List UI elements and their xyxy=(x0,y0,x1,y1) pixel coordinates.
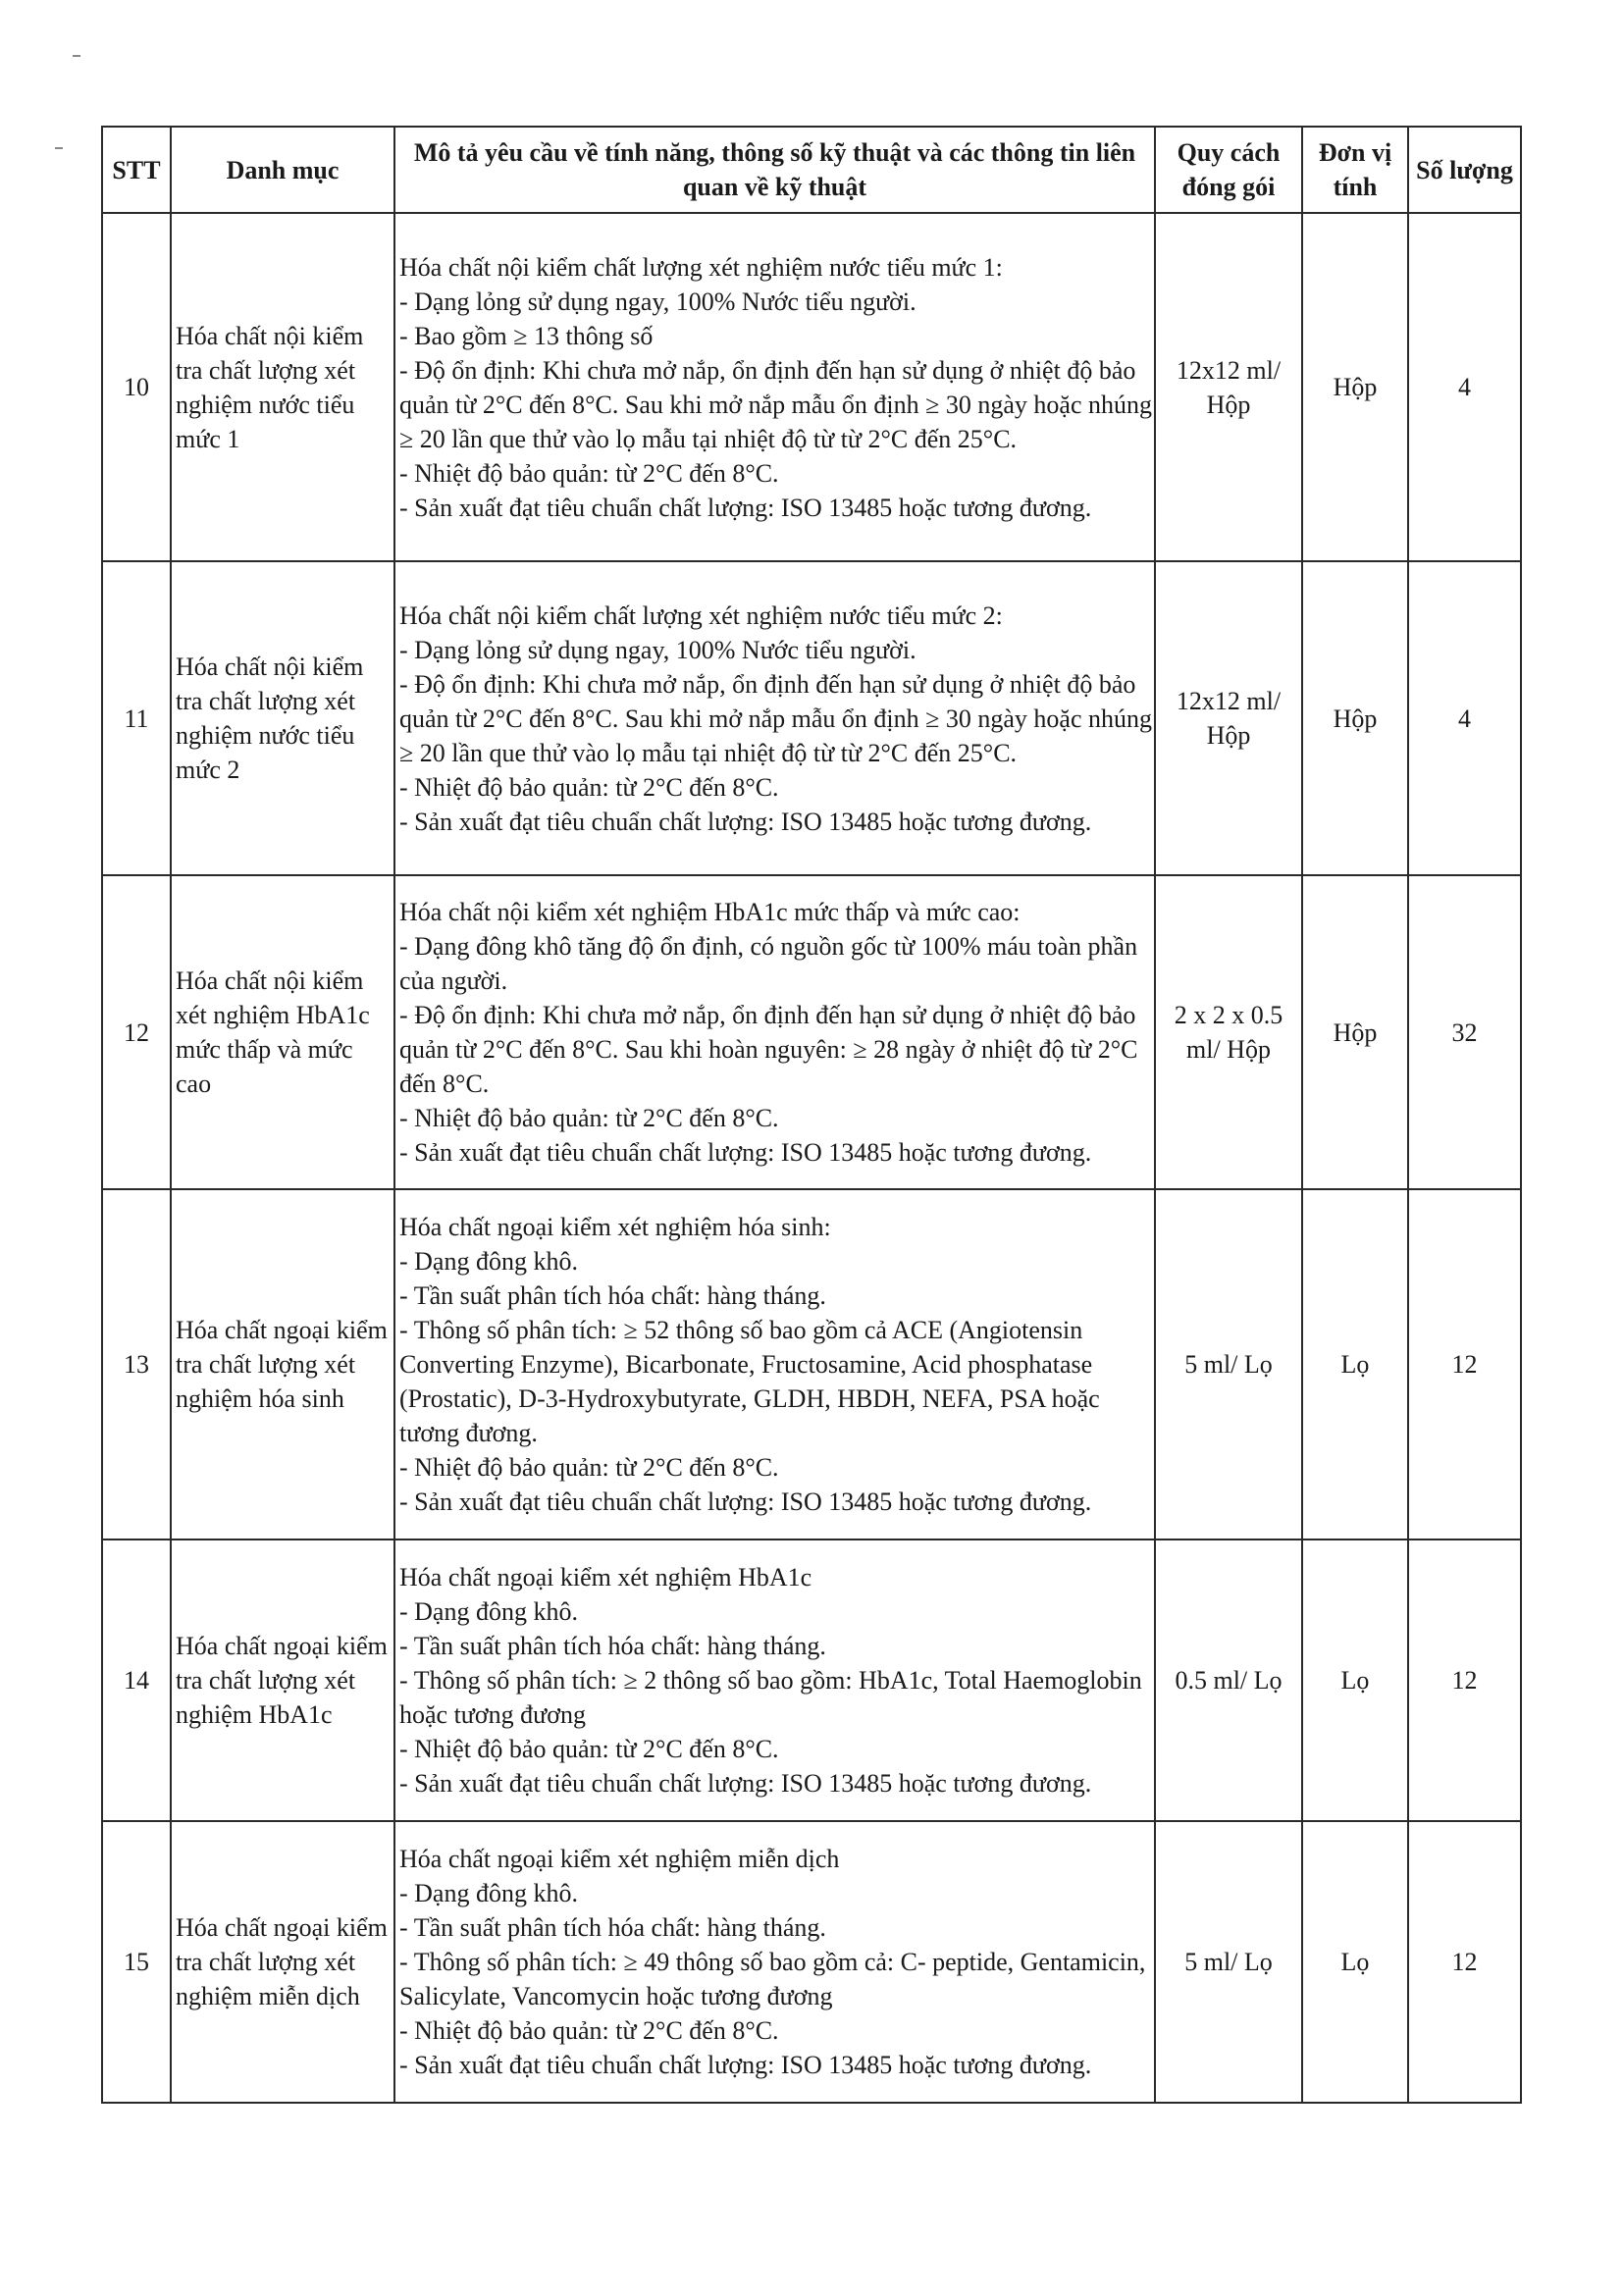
row-packaging: 2 x 2 x 0.5 ml/ Hộp xyxy=(1155,875,1302,1189)
table-header-row xyxy=(102,127,1521,213)
scan-mark xyxy=(55,147,63,149)
description-line: - Sản xuất đạt tiêu chuẩn chất lượng: ISO 13485 hoặc tương đương. xyxy=(399,807,1092,836)
row-unit: Lọ xyxy=(1302,1189,1408,1539)
description-line: - Tần suất phân tích hóa chất: hàng tháng. xyxy=(399,1632,826,1660)
description-line: - Nhiệt độ bảo quản: từ 2°C đến 8°C. xyxy=(399,1104,779,1132)
row-description xyxy=(394,213,1155,561)
description-line: - Thông số phân tích: ≥ 52 thông số bao gồm cả ACE (Angiotensin Converting Enzyme), Bicarbonate, Fructosamine, Acid phosphatase (Prostatic), D-3-Hydroxybutyrate, GLDH, HBDH, NEFA, PSA hoặc tương đương. xyxy=(399,1316,1100,1447)
description-line: - Sản xuất đạt tiêu chuẩn chất lượng: ISO 13485 hoặc tương đương. xyxy=(399,1769,1092,1798)
row-category: Hóa chất ngoại kiểm tra chất lượng xét nghiệm miễn dịch xyxy=(171,1821,394,2103)
table-row xyxy=(102,1539,1521,1821)
row-unit: Lọ xyxy=(1302,1821,1408,2103)
row-packaging: 5 ml/ Lọ xyxy=(1155,1821,1302,2103)
description-line: - Độ ổn định: Khi chưa mở nắp, ổn định đến hạn sử dụng ở nhiệt độ bảo quản từ 2°C đến 8°C. Sau khi mở nắp mẫu ổn định ≥ 30 ngày hoặc nhúng ≥ 20 lần que thử vào lọ mẫu tại nhiệt độ từ từ 2°C đến 25°C. xyxy=(399,669,1152,767)
table-row xyxy=(102,1821,1521,2103)
specs-table xyxy=(101,126,1522,2104)
row-stt: 10 xyxy=(102,213,171,561)
description-line: - Thông số phân tích: ≥ 49 thông số bao gồm cả: C- peptide, Gentamicin, Salicylate, Vancomycin hoặc tương đương xyxy=(399,1948,1146,2010)
description-line: Hóa chất nội kiểm xét nghiệm HbA1c mức thấp và mức cao: xyxy=(399,898,1021,926)
description-line: - Độ ổn định: Khi chưa mở nắp, ổn định đến hạn sử dụng ở nhiệt độ bảo quản từ 2°C đến 8°C. Sau khi hoàn nguyên: ≥ 28 ngày ở nhiệt độ từ 2°C đến 8°C. xyxy=(399,1001,1138,1098)
description-line: Hóa chất nội kiểm chất lượng xét nghiệm nước tiểu mức 1: xyxy=(399,252,1003,282)
row-quantity: 12 xyxy=(1408,1189,1521,1539)
row-quantity: 12 xyxy=(1408,1821,1521,2103)
row-stt: 14 xyxy=(102,1539,171,1821)
table-row xyxy=(102,561,1521,875)
row-category: Hóa chất nội kiểm xét nghiệm HbA1c mức thấp và mức cao xyxy=(171,875,394,1189)
description-line: - Sản xuất đạt tiêu chuẩn chất lượng: ISO 13485 hoặc tương đương. xyxy=(399,493,1092,522)
row-category: Hóa chất ngoại kiểm tra chất lượng xét nghiệm HbA1c xyxy=(171,1539,394,1821)
table-row xyxy=(102,213,1521,561)
row-category: Hóa chất ngoại kiểm tra chất lượng xét nghiệm hóa sinh xyxy=(171,1189,394,1539)
row-unit: Hộp xyxy=(1302,213,1408,561)
row-category: Hóa chất nội kiểm tra chất lượng xét nghiệm nước tiểu mức 2 xyxy=(171,561,394,875)
row-packaging: 12x12 ml/ Hộp xyxy=(1155,213,1302,561)
row-stt: 11 xyxy=(102,561,171,875)
row-stt: 12 xyxy=(102,875,171,1189)
row-description xyxy=(394,1189,1155,1539)
header-description: Mô tả yêu cầu về tính năng, thông số kỹ thuật và các thông tin liên quan về kỹ thuật xyxy=(394,127,1155,213)
description-line: - Dạng lỏng sử dụng ngay, 100% Nước tiểu người. xyxy=(399,635,916,664)
table-row xyxy=(102,1189,1521,1539)
description-line: - Nhiệt độ bảo quản: từ 2°C đến 8°C. xyxy=(399,2016,779,2045)
description-line: Hóa chất nội kiểm chất lượng xét nghiệm nước tiểu mức 2: xyxy=(399,600,1003,630)
row-quantity: 4 xyxy=(1408,213,1521,561)
scan-mark xyxy=(73,55,80,57)
row-packaging: 0.5 ml/ Lọ xyxy=(1155,1539,1302,1821)
row-description xyxy=(394,875,1155,1189)
row-quantity: 32 xyxy=(1408,875,1521,1189)
header-packaging: Quy cách đóng gói xyxy=(1155,127,1302,213)
description-line: - Dạng đông khô. xyxy=(399,1247,578,1276)
description-line: - Nhiệt độ bảo quản: từ 2°C đến 8°C. xyxy=(399,458,779,488)
description-line: - Tần suất phân tích hóa chất: hàng tháng. xyxy=(399,1281,826,1310)
row-stt: 15 xyxy=(102,1821,171,2103)
description-line: - Sản xuất đạt tiêu chuẩn chất lượng: ISO 13485 hoặc tương đương. xyxy=(399,1487,1092,1516)
row-stt: 13 xyxy=(102,1189,171,1539)
description-line: - Dạng đông khô. xyxy=(399,1597,578,1626)
description-line: Hóa chất ngoại kiểm xét nghiệm hóa sinh: xyxy=(399,1213,831,1241)
description-line: - Dạng đông khô tăng độ ổn định, có nguồn gốc từ 100% máu toàn phần của người. xyxy=(399,932,1138,995)
row-quantity: 4 xyxy=(1408,561,1521,875)
description-line: Hóa chất ngoại kiểm xét nghiệm miễn dịch xyxy=(399,1845,840,1873)
description-line: - Độ ổn định: Khi chưa mở nắp, ổn định đến hạn sử dụng ở nhiệt độ bảo quản từ 2°C đến 8°C. Sau khi mở nắp mẫu ổn định ≥ 30 ngày hoặc nhúng ≥ 20 lần que thử vào lọ mẫu tại nhiệt độ từ từ 2°C đến 25°C. xyxy=(399,355,1152,453)
row-unit: Hộp xyxy=(1302,561,1408,875)
table-row xyxy=(102,875,1521,1189)
row-unit: Hộp xyxy=(1302,875,1408,1189)
description-line: - Dạng lỏng sử dụng ngay, 100% Nước tiểu người. xyxy=(399,287,916,316)
description-line: - Sản xuất đạt tiêu chuẩn chất lượng: ISO 13485 hoặc tương đương. xyxy=(399,1138,1092,1167)
row-category: Hóa chất nội kiểm tra chất lượng xét nghiệm nước tiểu mức 1 xyxy=(171,213,394,561)
row-unit: Lọ xyxy=(1302,1539,1408,1821)
row-packaging: 5 ml/ Lọ xyxy=(1155,1189,1302,1539)
row-quantity: 12 xyxy=(1408,1539,1521,1821)
description-line: - Sản xuất đạt tiêu chuẩn chất lượng: ISO 13485 hoặc tương đương. xyxy=(399,2051,1092,2079)
description-line: - Nhiệt độ bảo quản: từ 2°C đến 8°C. xyxy=(399,1735,779,1763)
description-line: - Bao gồm ≥ 13 thông số xyxy=(399,321,654,350)
row-description xyxy=(394,1821,1155,2103)
description-line: - Thông số phân tích: ≥ 2 thông số bao gồm: HbA1c, Total Haemoglobin hoặc tương đương xyxy=(399,1666,1142,1729)
description-line: - Dạng đông khô. xyxy=(399,1879,578,1907)
header-stt: STT xyxy=(102,127,171,213)
description-line: - Nhiệt độ bảo quản: từ 2°C đến 8°C. xyxy=(399,772,779,802)
row-packaging: 12x12 ml/ Hộp xyxy=(1155,561,1302,875)
header-unit: Đơn vị tính xyxy=(1302,127,1408,213)
description-line: Hóa chất ngoại kiểm xét nghiệm HbA1c xyxy=(399,1563,812,1592)
description-line: - Nhiệt độ bảo quản: từ 2°C đến 8°C. xyxy=(399,1453,779,1482)
header-quantity: Số lượng xyxy=(1408,127,1521,213)
header-category: Danh mục xyxy=(171,127,394,213)
row-description xyxy=(394,1539,1155,1821)
description-line: - Tần suất phân tích hóa chất: hàng tháng. xyxy=(399,1913,826,1942)
row-description xyxy=(394,561,1155,875)
